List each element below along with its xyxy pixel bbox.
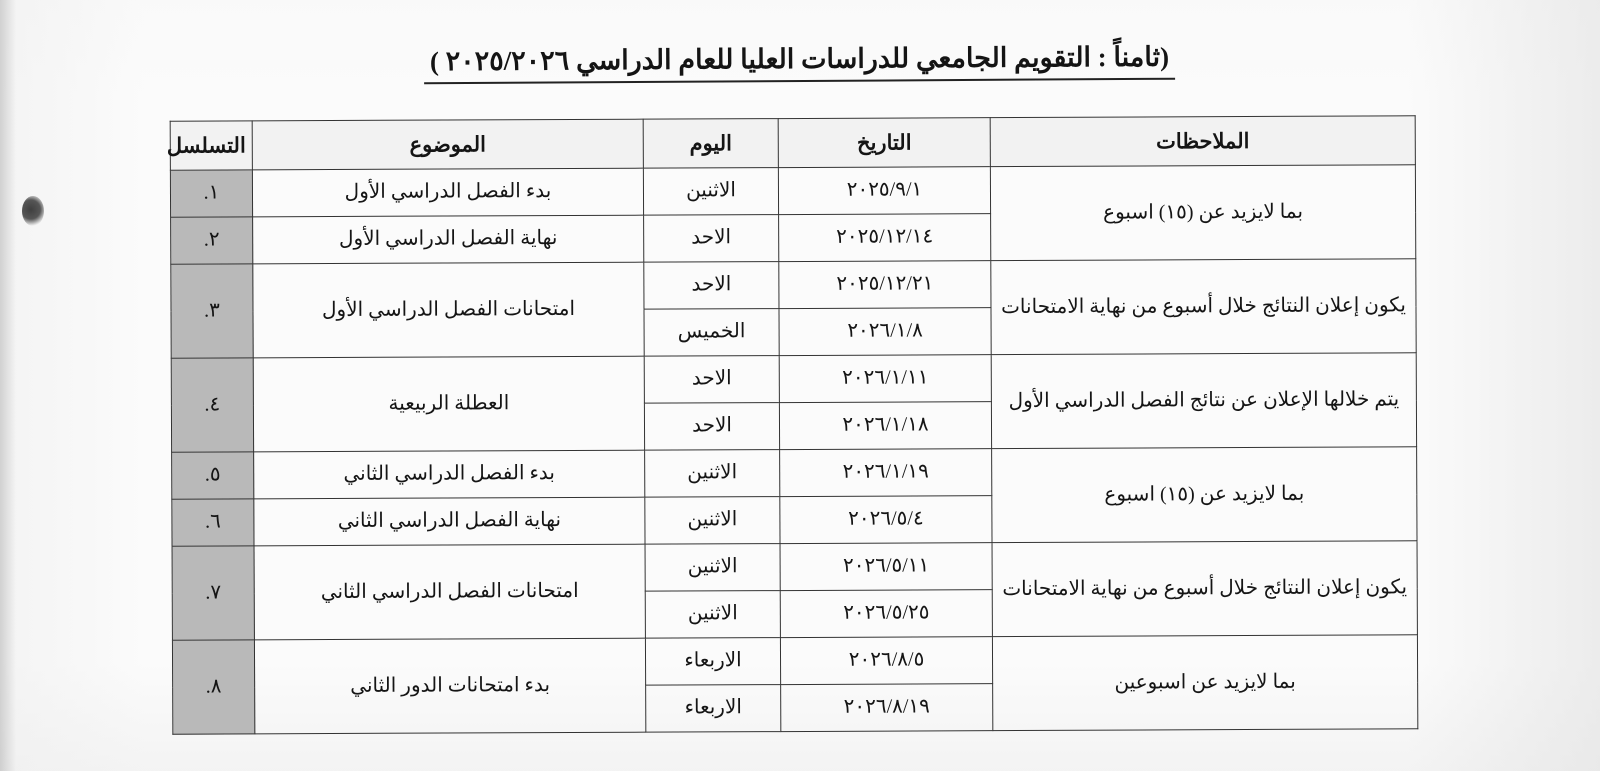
table-row — [171, 259, 1416, 311]
cell-day: الاحد — [644, 403, 779, 451]
cell-subject: بدء الفصل الدراسي الأول — [252, 168, 643, 217]
cell-subject: امتحانات الفصل الدراسي الأول — [253, 262, 644, 358]
cell-subject: العطلة الربيعية — [253, 356, 644, 452]
page-title: (ثامناً : التقويم الجامعي للدراسات العليا للعام الدراسي ٢٠٢٥/٢٠٢٦ ) — [424, 42, 1175, 85]
cell-index: ١. — [170, 170, 252, 217]
cell-notes: يكون إعلان النتائج خلال أسبوع من نهاية الامتحانات — [992, 541, 1417, 637]
table-header — [166, 116, 1415, 170]
table-header-row — [170, 116, 1415, 170]
cell-subject: نهاية الفصل الدراسي الأول — [253, 215, 644, 264]
column-header-day: اليوم — [643, 119, 778, 169]
cell-date: ٢٠٢٦/١/١٩ — [780, 449, 992, 497]
table-row — [171, 353, 1416, 405]
title-container — [0, 41, 1600, 82]
table-body — [170, 165, 1417, 734]
cell-date: ٢٠٢٦/٨/٥ — [780, 637, 992, 685]
calendar-table-container — [166, 115, 1419, 734]
column-header-index: التسلسل — [170, 121, 252, 170]
cell-subject: بدء امتحانات الدور الثاني — [254, 638, 645, 734]
cell-index: ٢. — [171, 217, 253, 264]
cell-notes: بما لايزيد عن (١٥) اسبوع — [992, 447, 1417, 543]
cell-notes: بما لايزيد عن (١٥) اسبوع — [990, 165, 1415, 261]
cell-date: ٢٠٢٥/١٢/١٤ — [779, 214, 991, 262]
cell-subject: بدء الفصل الدراسي الثاني — [254, 450, 645, 499]
cell-index: ٦. — [172, 499, 254, 546]
table-row — [172, 635, 1417, 687]
cell-day: الاثنين — [643, 168, 778, 216]
cell-index: ٧. — [172, 546, 254, 640]
column-header-notes: الملاحظات — [990, 116, 1415, 167]
scan-edge-shadow — [0, 0, 16, 771]
cell-date: ٢٠٢٦/٨/١٩ — [781, 684, 993, 732]
cell-day: الاربعاء — [646, 685, 781, 733]
cell-date: ٢٠٢٦/١/٨ — [779, 308, 991, 356]
academic-calendar-table — [166, 115, 1419, 734]
cell-day: الاثنين — [645, 450, 780, 498]
cell-index: ٨. — [172, 640, 254, 734]
cell-notes: بما لايزيد عن اسبوعين — [992, 635, 1417, 731]
cell-day: الاحد — [644, 356, 779, 404]
scan-artifact-mark — [22, 196, 44, 226]
cell-date: ٢٠٢٦/٥/١١ — [780, 543, 992, 591]
cell-index: ٣. — [171, 264, 253, 358]
table-row — [172, 447, 1417, 499]
column-header-subject: الموضوع — [252, 119, 643, 170]
cell-day: الاحد — [644, 215, 779, 263]
cell-date: ٢٠٢٦/١/١٨ — [779, 402, 991, 450]
table-row — [172, 541, 1417, 593]
cell-index: ٥. — [172, 452, 254, 499]
cell-index: ٤. — [171, 358, 253, 452]
cell-day: الاحد — [644, 262, 779, 310]
cell-day: الخميس — [644, 309, 779, 357]
cell-date: ٢٠٢٦/٥/٤ — [780, 496, 992, 544]
cell-date: ٢٠٢٦/٥/٢٥ — [780, 590, 992, 638]
cell-date: ٢٠٢٥/١٢/٢١ — [779, 261, 991, 309]
cell-notes: يتم خلالها الإعلان عن نتائج الفصل الدراسي الأول — [991, 353, 1416, 449]
cell-subject: امتحانات الفصل الدراسي الثاني — [254, 544, 645, 640]
cell-date: ٢٠٢٥/٩/١ — [778, 167, 990, 215]
column-header-date: التاريخ — [778, 118, 990, 168]
cell-day: الاربعاء — [645, 638, 780, 686]
cell-day: الاثنين — [645, 544, 780, 592]
cell-day: الاثنين — [645, 591, 780, 639]
cell-date: ٢٠٢٦/١/١١ — [779, 355, 991, 403]
cell-day: الاثنين — [645, 497, 780, 545]
cell-subject: نهاية الفصل الدراسي الثاني — [254, 497, 645, 546]
cell-notes: يكون إعلان النتائج خلال أسبوع من نهاية الامتحانات — [991, 259, 1416, 355]
table-row — [170, 165, 1415, 217]
